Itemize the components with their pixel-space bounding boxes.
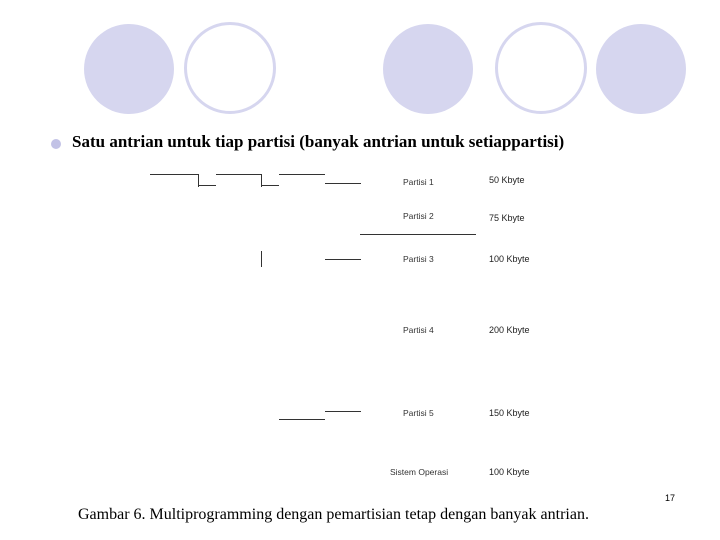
decor-circle-5 <box>596 24 686 114</box>
queue-line <box>325 411 361 412</box>
partition-label: Sistem Operasi <box>390 467 449 477</box>
decor-circle-2 <box>184 22 276 114</box>
partition-label: Partisi 4 <box>403 325 434 335</box>
queue-line <box>279 419 325 420</box>
queue-line <box>279 174 325 175</box>
partition-label: Partisi 3 <box>403 254 434 264</box>
partition-label: Partisi 2 <box>403 211 434 221</box>
decor-circle-1 <box>84 24 174 114</box>
queue-line <box>150 174 198 175</box>
page-number: 17 <box>665 493 676 503</box>
partition-size: 50 Kbyte <box>489 175 525 185</box>
decor-circle-4 <box>495 22 587 114</box>
bullet-icon <box>51 139 61 149</box>
queue-line <box>198 185 216 186</box>
queue-line <box>325 183 361 184</box>
decor-circle-3 <box>383 24 473 114</box>
partition-size: 100 Kbyte <box>489 254 530 264</box>
partition-label: Partisi 1 <box>403 177 434 187</box>
queue-line <box>325 259 361 260</box>
figure-caption: Gambar 6. Multiprogramming dengan pemartisian tetap dengan banyak antrian. <box>78 506 589 523</box>
partition-divider <box>360 234 476 235</box>
queue-line <box>216 174 262 175</box>
queue-line <box>261 185 279 186</box>
partition-size: 150 Kbyte <box>489 408 530 418</box>
partition-label: Partisi 5 <box>403 408 434 418</box>
bullet-text: Satu antrian untuk tiap partisi (banyak antrian untuk setiappartisi) <box>72 132 565 151</box>
queue-tick <box>261 251 262 267</box>
partition-size: 200 Kbyte <box>489 325 530 335</box>
partition-size: 75 Kbyte <box>489 213 525 223</box>
partition-size: 100 Kbyte <box>489 467 530 477</box>
